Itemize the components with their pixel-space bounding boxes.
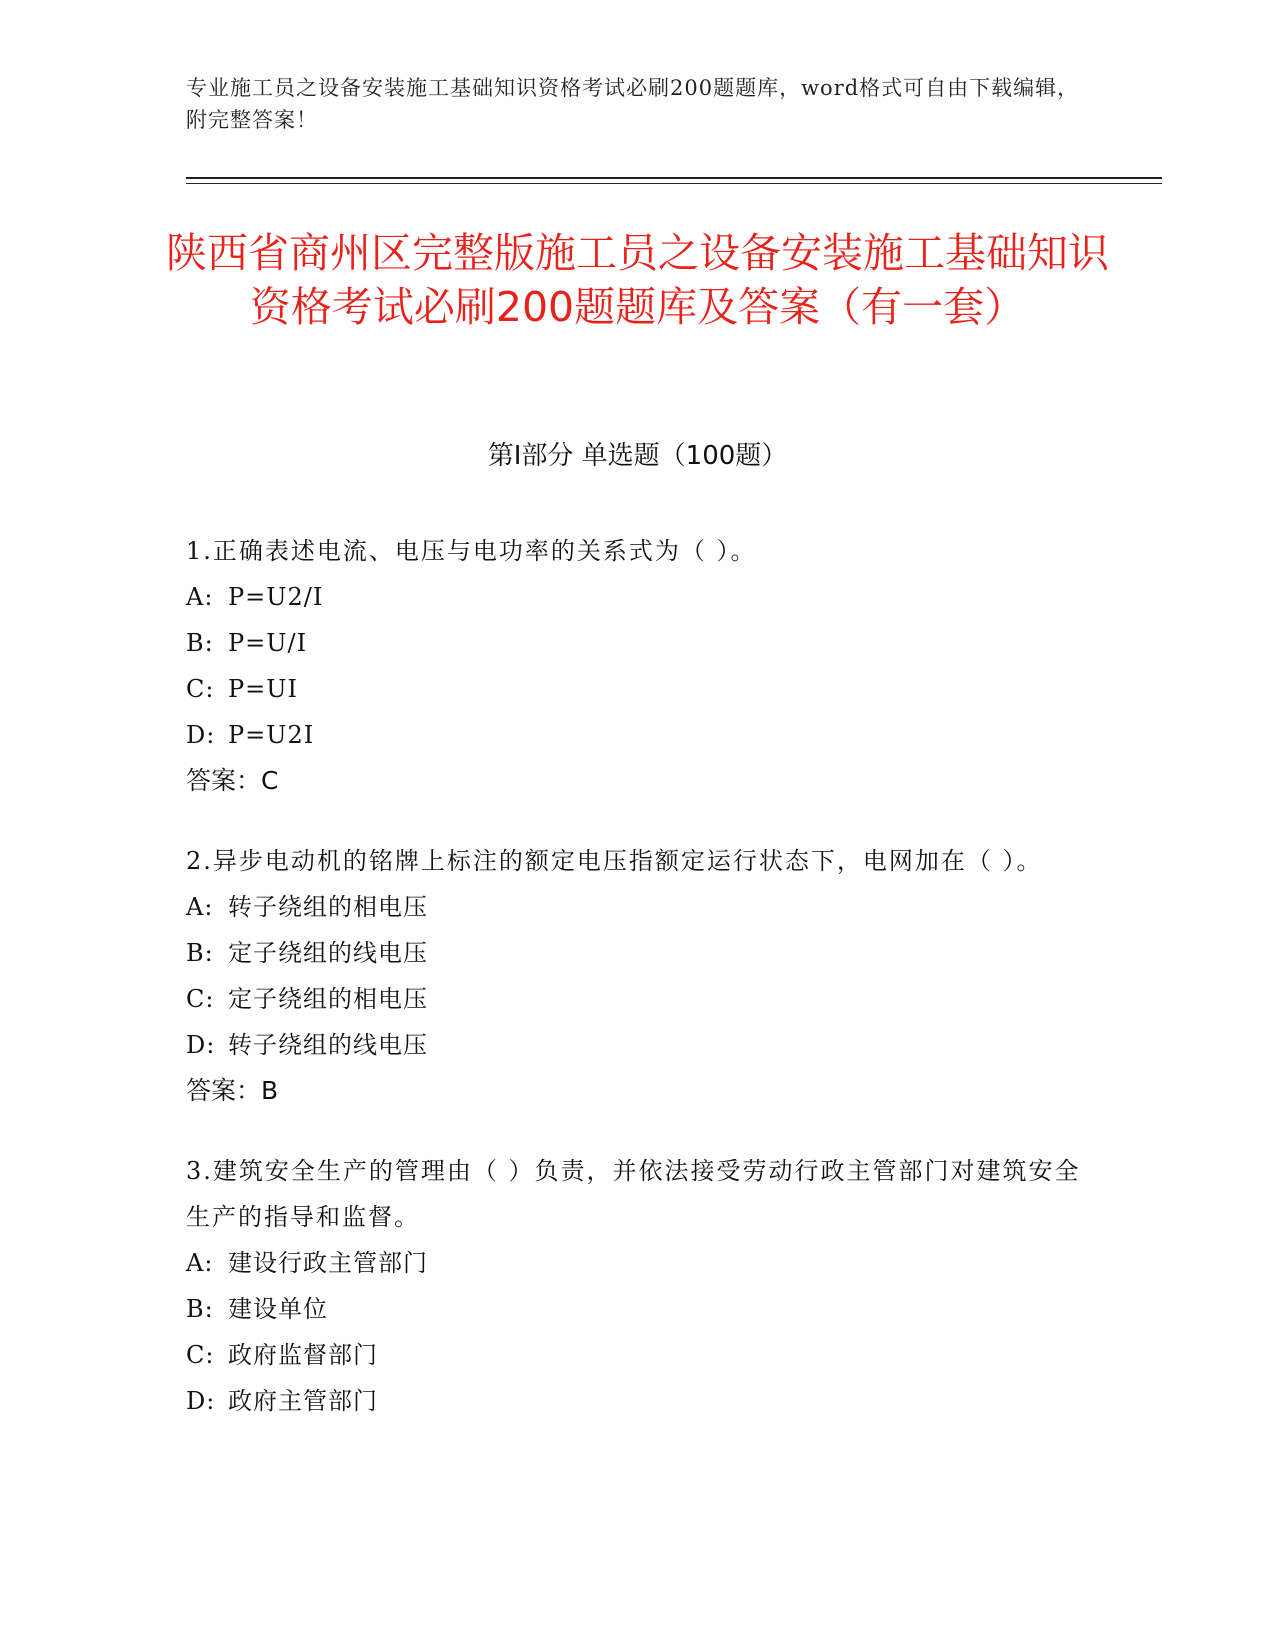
option-c xyxy=(186,1332,1086,1378)
option-a xyxy=(186,574,1086,620)
option-text: 转子绕组的线电压 xyxy=(228,1031,428,1059)
option-d xyxy=(186,1378,1086,1424)
option-text: P=U2I xyxy=(228,721,315,749)
document-title: 陕西省商州区完整版施工员之设备安装施工基础知识资格考试必刷200题题库及答案（有一套） xyxy=(166,229,1109,331)
answer-line: 答案：C xyxy=(186,766,279,795)
option-text: 转子绕组的相电压 xyxy=(228,893,428,921)
option-letter: C: xyxy=(186,1341,215,1369)
answer-line: 答案：B xyxy=(186,1076,279,1105)
option-letter: B: xyxy=(186,629,214,657)
question-stem: 2.异步电动机的铭牌上标注的额定电压指额定运行状态下，电网加在（ ）。 xyxy=(186,847,1043,875)
option-letter: A: xyxy=(186,583,214,611)
option-text: P=U2/I xyxy=(228,583,324,611)
option-text: 定子绕组的线电压 xyxy=(228,939,428,967)
option-letter: C: xyxy=(186,675,215,703)
option-text: 政府主管部门 xyxy=(228,1387,378,1415)
option-letter: D: xyxy=(186,721,216,749)
option-text: 定子绕组的相电压 xyxy=(228,985,428,1013)
option-a xyxy=(186,884,1086,930)
question-list xyxy=(186,528,1086,1458)
option-letter: D: xyxy=(186,1031,216,1059)
question-item xyxy=(186,838,1086,1114)
option-letter: A: xyxy=(186,893,214,921)
question-item xyxy=(186,1148,1086,1424)
option-letter: B: xyxy=(186,1295,214,1323)
option-d xyxy=(186,712,1086,758)
option-a xyxy=(186,1240,1086,1286)
header-note: 专业施工员之设备安装施工基础知识资格考试必刷200题题库，word格式可自由下载编辑，附完整答案！ xyxy=(186,76,1080,132)
question-item xyxy=(186,528,1086,804)
option-c xyxy=(186,666,1086,712)
option-text: P=U/I xyxy=(228,629,308,657)
option-letter: C: xyxy=(186,985,215,1013)
header-divider-bottom xyxy=(186,183,1162,184)
option-letter: D: xyxy=(186,1387,216,1415)
option-c xyxy=(186,976,1086,1022)
option-text: 建设单位 xyxy=(228,1295,328,1323)
option-text: 建设行政主管部门 xyxy=(228,1249,428,1277)
option-d xyxy=(186,1022,1086,1068)
option-b xyxy=(186,1286,1086,1332)
section-heading: 第I部分 单选题（100题） xyxy=(487,441,788,471)
header-divider-top xyxy=(186,177,1162,179)
option-b xyxy=(186,620,1086,666)
option-letter: A: xyxy=(186,1249,214,1277)
option-text: 政府监督部门 xyxy=(228,1341,378,1369)
question-stem: 3.建筑安全生产的管理由（ ）负责，并依法接受劳动行政主管部门对建筑安全生产的指导和监督。 xyxy=(186,1157,1081,1231)
question-stem: 1.正确表述电流、电压与电功率的关系式为（ ）。 xyxy=(186,537,757,565)
option-b xyxy=(186,930,1086,976)
option-text: P=UI xyxy=(228,675,298,703)
option-letter: B: xyxy=(186,939,214,967)
